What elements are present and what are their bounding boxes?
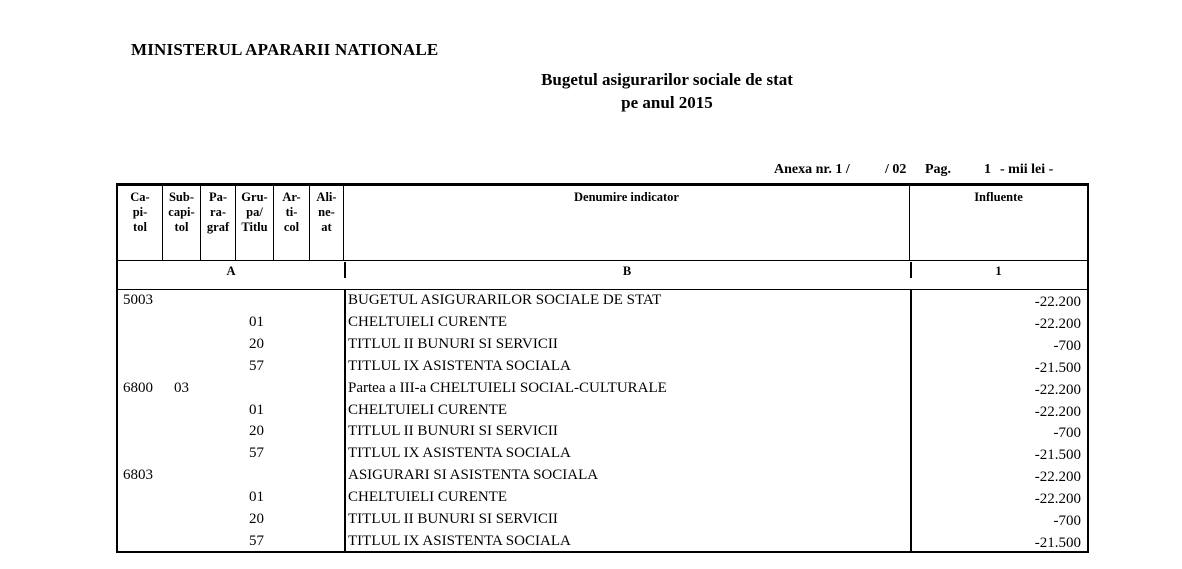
table-row xyxy=(118,533,1087,555)
header-alineat: Ali- ne- at xyxy=(310,186,344,260)
page-label: Pag. xyxy=(925,162,952,177)
header-divider xyxy=(118,260,1087,261)
document-year: pe anul 2015 xyxy=(621,93,713,112)
table-row xyxy=(118,467,1087,489)
row-paragraf: 57 xyxy=(249,357,264,374)
column-letter-1: 1 xyxy=(995,264,1002,278)
row-denumire: TITLUL II BUNURI SI SERVICII xyxy=(348,423,558,440)
row-influente: -22.200 xyxy=(1034,469,1081,486)
table-row xyxy=(118,292,1087,314)
row-influente: -22.200 xyxy=(1034,381,1081,398)
header-denumire: Denumire indicator xyxy=(344,186,910,260)
row-paragraf: 01 xyxy=(249,489,264,506)
header-influente: Influente xyxy=(974,190,1023,204)
annex-label: Anexa nr. 1 / xyxy=(774,162,850,177)
header-grupa: Gru- pa/ Titlu xyxy=(236,186,274,260)
header-subcapitol: Sub- capi- tol xyxy=(163,186,201,260)
budget-table xyxy=(116,183,1089,553)
row-denumire: BUGETUL ASIGURARILOR SOCIALE DE STAT xyxy=(348,292,662,308)
table-row xyxy=(118,402,1087,424)
column-letter-a: A xyxy=(226,264,236,278)
table-row xyxy=(118,511,1087,533)
row-denumire: TITLUL II BUNURI SI SERVICII xyxy=(348,511,558,527)
row-influente: -22.200 xyxy=(1034,294,1081,310)
table-row xyxy=(118,445,1087,467)
row-denumire: TITLUL II BUNURI SI SERVICII xyxy=(348,335,558,352)
header-bottom-rule xyxy=(118,289,1087,290)
table-row xyxy=(118,336,1087,358)
header-paragraf: Pa- ra- graf xyxy=(201,186,236,260)
row-denumire: ASIGURARI SI ASISTENTA SOCIALA xyxy=(348,467,599,484)
row-influente: -22.200 xyxy=(1034,315,1081,332)
row-denumire: CHELTUIELI CURENTE xyxy=(348,401,508,418)
row-paragraf: 57 xyxy=(249,532,264,549)
row-denumire: CHELTUIELI CURENTE xyxy=(348,313,508,330)
row-paragraf: 01 xyxy=(249,313,264,330)
row-paragraf: 20 xyxy=(249,335,264,352)
row-denumire: CHELTUIELI CURENTE xyxy=(348,489,508,506)
row-influente: -700 xyxy=(1053,513,1081,529)
table-row xyxy=(118,423,1087,445)
header-articol: Ar- ti- col xyxy=(274,186,310,260)
row-paragraf: 20 xyxy=(249,423,264,440)
row-subcapitol: 03 xyxy=(174,379,189,396)
row-capitol: 6803 xyxy=(123,467,153,484)
row-denumire: Partea a III-a CHELTUIELI SOCIAL-CULTURALE xyxy=(348,379,667,396)
annex-number: / 02 xyxy=(885,162,907,177)
row-influente: -21.500 xyxy=(1034,447,1081,464)
row-denumire: TITLUL IX ASISTENTA SOCIALA xyxy=(348,445,571,462)
row-influente: -22.200 xyxy=(1034,403,1081,420)
table-row xyxy=(118,358,1087,380)
table-row xyxy=(118,314,1087,336)
row-capitol: 6800 xyxy=(123,379,153,396)
row-paragraf: 01 xyxy=(249,401,264,418)
row-influente: -21.500 xyxy=(1034,534,1081,551)
row-denumire: TITLUL IX ASISTENTA SOCIALA xyxy=(348,532,571,549)
table-row xyxy=(118,380,1087,402)
row-influente: -700 xyxy=(1053,337,1081,354)
row-paragraf: 57 xyxy=(249,445,264,462)
document-title: Bugetul asigurarilor sociale de stat xyxy=(541,70,793,89)
ministry-name: MINISTERUL APARARII NATIONALE xyxy=(131,40,439,59)
header-capitol: Ca- pi- tol xyxy=(118,186,163,260)
row-paragraf: 20 xyxy=(249,511,264,527)
table-row xyxy=(118,489,1087,511)
row-denumire: TITLUL IX ASISTENTA SOCIALA xyxy=(348,357,571,374)
row-influente: -21.500 xyxy=(1034,359,1081,376)
row-influente: -22.200 xyxy=(1034,491,1081,508)
column-letter-b: B xyxy=(622,264,632,278)
unit-label: - mii lei - xyxy=(1000,162,1054,177)
row-capitol: 5003 xyxy=(123,292,153,308)
row-influente: -700 xyxy=(1053,425,1081,442)
page-number: 1 xyxy=(984,162,991,177)
